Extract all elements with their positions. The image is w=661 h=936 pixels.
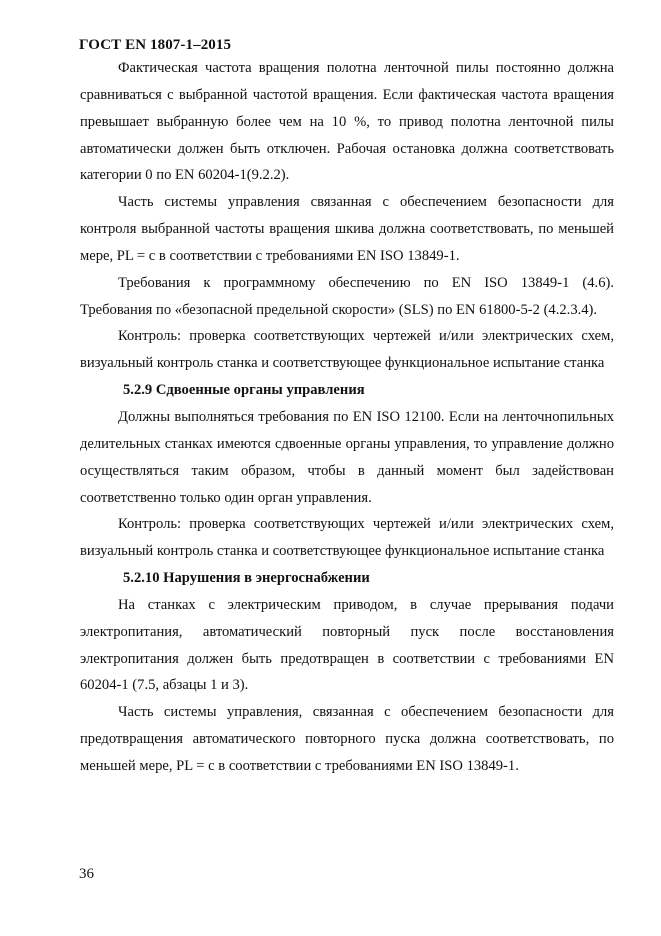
section-heading-power-failure: 5.2.10 Нарушения в энергоснабжении — [123, 570, 370, 587]
page-number: 36 — [79, 866, 94, 882]
paragraph-power-failure: На станках с электрическим приводом, в случае прерывания подачи электропитания, автоматический повторный пуск после восстановления электропитания должен быть предотвращен в соответствии с требованиями EN 60204-1 (7.5, абзацы 1 и 3). — [80, 596, 614, 694]
document-body — [80, 55, 614, 780]
paragraph-dual-controls: Должны выполняться требования по EN ISO 12100. Если на ленточнопильных делительных станках имеются сдвоенные органы управления, то управление должно осуществляться таким образом, чтобы в данный момент был задействован соответственно только один орган управления. — [80, 408, 614, 506]
paragraph-verification-2: Контроль: проверка соответствующих чертежей и/или электрических схем, визуальный контроль станка и соответствующее функциональное испытание станка — [80, 516, 614, 560]
document-code-header: ГОСТ EN 1807-1–2015 — [79, 37, 232, 53]
paragraph-control-system-pl: Часть системы управления связанная с обеспечением безопасности для контроля выбранной частоты вращения шкива должна соответствовать, по меньшей мере, PL = c в соответствии с требованиями EN ISO 13849-1. — [80, 194, 614, 264]
section-heading-dual-controls: 5.2.9 Сдвоенные органы управления — [123, 382, 365, 399]
paragraph-verification-1: Контроль: проверка соответствующих чертежей и/или электрических схем, визуальный контроль станка и соответствующее функциональное испытание станка — [80, 328, 614, 372]
paragraph-software-requirements: Требования к программному обеспечению по EN ISO 13849-1 (4.6). Требования по «безопасной предельной скорости» (SLS) по EN 61800-5-2 (4.2.3.4). — [80, 274, 614, 318]
paragraph-speed-monitoring: Фактическая частота вращения полотна ленточной пилы постоянно должна сравниваться с выбранной частотой вращения. Если фактическая частота вращения превышает выбранную более чем на 10 %, то привод полотна ленточной пилы автоматически должен быть отключен. Рабочая остановка должна соответствовать категории 0 по EN 60204-1(9.2.2). — [80, 60, 614, 184]
paragraph-restart-prevention: Часть системы управления, связанная с обеспечением безопасности для предотвращения автоматического повторного пуска должна соответствовать, по меньшей мере, PL = c в соответствии с требованиями EN ISO 13849-1. — [80, 704, 614, 774]
